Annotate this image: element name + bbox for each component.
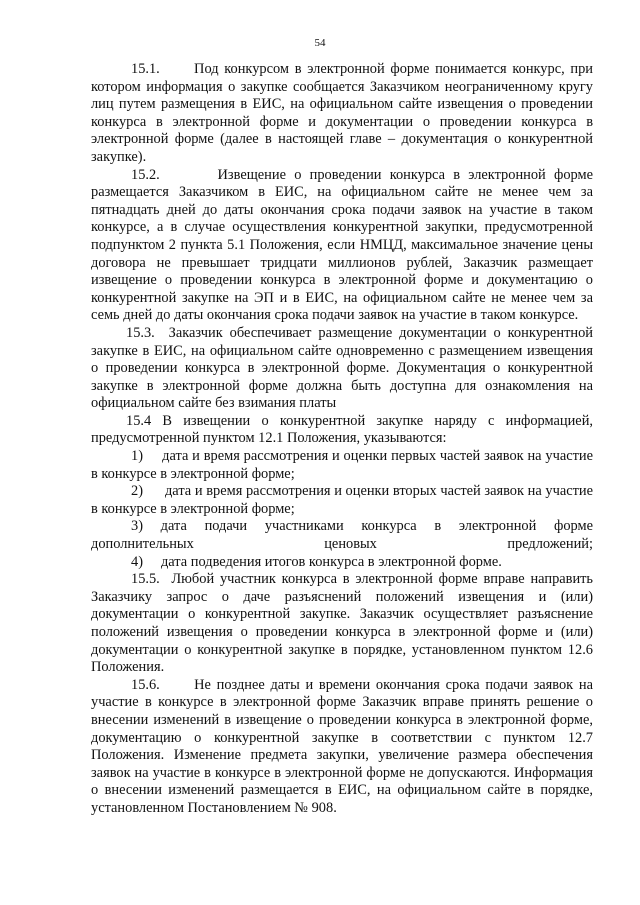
paragraph-15-3: 15.3. Заказчик обеспечивает размещение документации о конкурентной закупке в ЕИС, на официальном сайте одновременно с размещением извещения о проведении конкурса в электронной форме. Документация о конкурентной закупке в электронной форме должна быть доступна для ознакомления на официальном сайте без взимания платы: [91, 324, 593, 412]
paragraph-15-1: 15.1. Под конкурсом в электронной форме понимается конкурс, при котором информация о закупке сообщается Заказчиком неограниченному кругу лиц путем размещения в ЕИС, на официальном сайте извещения о проведении конкурса в электронной форме и документации о проведении конкурса в электронной форме (далее в настоящей главе – документация о конкурентной закупке).: [91, 61, 593, 165]
list-item-4: 4) дата подведения итогов конкурса в электронной форме.: [131, 553, 502, 570]
paragraph-15-5: 15.5. Любой участник конкурса в электронной форме вправе направить Заказчику запрос о даче разъяснений положений извещения и (или) документации о конкурентной закупке. Заказчик осуществляет разъяснение положений извещения о проведении конкурса в электронной форме и (или) документации о конкурентной закупке в порядке, установленном пунктом 12.6 Положения.: [91, 571, 593, 676]
list-item-3: 3) дата подачи участниками конкурса в электронной форме дополнительных ценовых предложений;: [91, 518, 593, 553]
list-item-2: 2) дата и время рассмотрения и оценки вторых частей заявок на участие в конкурсе в электронной форме;: [91, 483, 593, 517]
paragraph-15-4: 15.4 В извещении о конкурентной закупке наряду с информацией, предусмотренной пунктом 12.1 Положения, указываются:: [91, 412, 593, 447]
paragraph-15-2: 15.2. Извещение о проведении конкурса в электронной форме размещается Заказчиком в ЕИС, на официальном сайте не менее чем за пятнадцать дней до даты окончания срока подачи заявок на участие в таком конкурсе, а в случае осуществления конкурентной закупки, предусмотренной подпунктом 2 пункта 5.1 Положения, если НМЦД, максимальное значение цены договора не превышает тридцати миллионов рублей, Заказчик размещает извещение о проведении конкурса в электронной форме и документацию о конкурентной закупке на ЭП и в ЕИС, на официальном сайте не менее чем за семь дней до даты окончания срока подачи заявок на участие в таком конкурсе.: [91, 166, 593, 324]
document-body: [91, 61, 593, 818]
paragraph-15-6: 15.6. Не позднее даты и времени окончания срока подачи заявок на участие в конкурсе в электронной форме Заказчик вправе принять решение о внесении изменений в извещение о проведении конкурса в электронной форме, документацию о конкурентной закупке в соответствии с пунктом 12.7 Положения. Изменение предмета закупки, увеличение размера обеспечения заявок на участие в конкурсе в электронной форме не допускаются. Информация о внесении изменений размещается в ЕИС, на официальном сайте в порядке, установленном Постановлением № 908.: [91, 676, 593, 816]
list-item-1: 1) дата и время рассмотрения и оценки первых частей заявок на участие в конкурсе в электронной форме;: [91, 448, 593, 482]
page-number: 54: [314, 37, 326, 49]
